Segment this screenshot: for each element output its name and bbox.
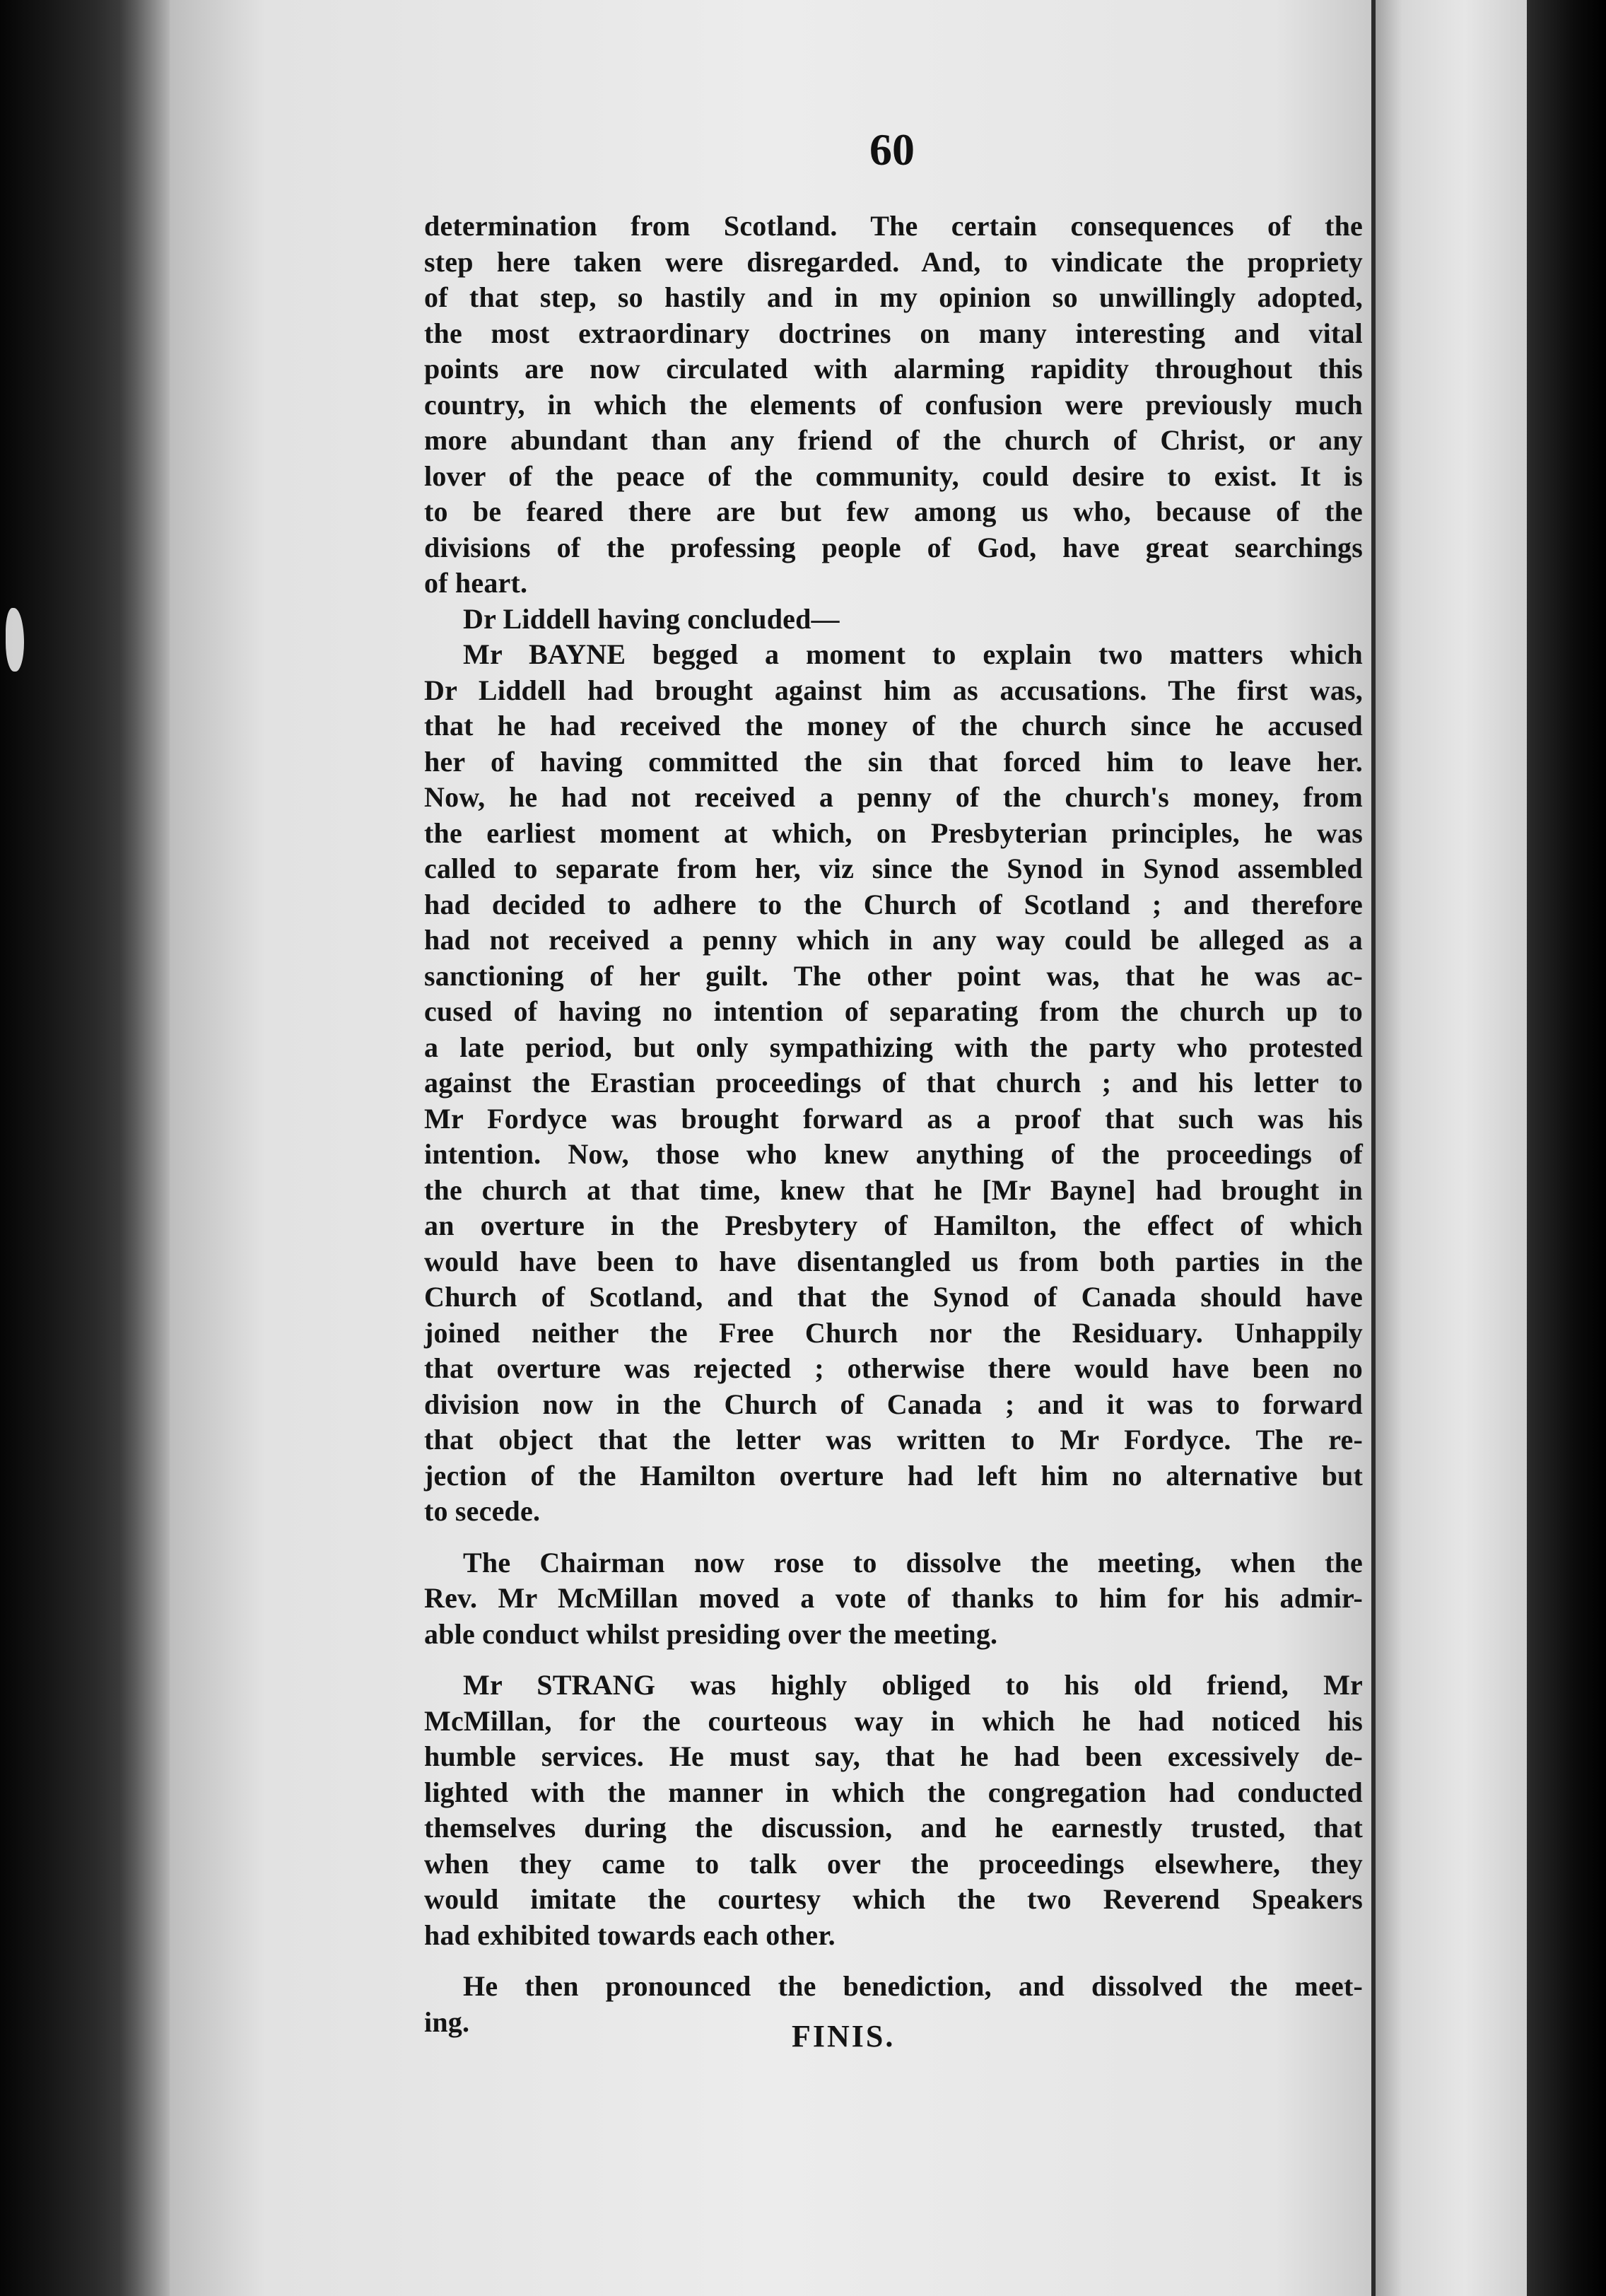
text-line: points are now circulated with alarming rapidity throughout this [424,353,1363,385]
text-line: of heart. [424,567,528,599]
text-line: would imitate the courtesy which the two Reverend Speakers [424,1883,1363,1915]
text-line: Dr Liddell having concluded— [463,602,840,635]
text-line: that object that the letter was written to Mr Fordyce. The re- [424,1424,1363,1456]
page-number: 60 [869,124,915,175]
text-line: cused of having no intention of separating from the church up to [424,995,1363,1027]
text-line: determination from Scotland. The certain consequences of the [424,210,1363,242]
text-line: He then pronounced the benediction, and dissolved the meet- [463,1970,1363,2002]
text-line: to secede. [424,1495,541,1527]
text-line: of that step, so hastily and in my opinion so unwillingly adopted, [424,281,1363,313]
text-line: sanctioning of her guilt. The other point was, that he was ac- [424,959,1363,992]
body-text [424,209,1363,2040]
page-edge-rule [1371,0,1376,2296]
paragraph [424,637,1363,1530]
text-line: called to separate from her, viz since the Synod in Synod assembled [424,853,1363,884]
text-line: Now, he had not received a penny of the church's money, from [424,781,1363,813]
text-line: had exhibited towards each other. [424,1919,836,1951]
text-line: lover of the peace of the community, could desire to exist. It is [424,459,1363,492]
text-line: had not received a penny which in any way could be alleged as a [424,924,1363,956]
text-line: the church at that time, knew that he [Mr Bayne] had brought in [424,1173,1363,1206]
scan-right-border [1527,0,1606,2296]
book-binding-edge [120,0,170,2296]
text-line: themselves during the discussion, and he earnestly trusted, that [424,1812,1363,1844]
text-line: country, in which the elements of confusion were previously much [424,388,1363,421]
text-line: the earliest moment at which, on Presbyterian principles, he was [424,816,1363,849]
text-line: when they came to talk over the proceedings elsewhere, they [424,1847,1363,1880]
paragraph [424,1668,1363,1953]
text-line: an overture in the Presbytery of Hamilton, the effect of which [424,1210,1363,1241]
text-line: Church of Scotland, and that the Synod of Canada should have [424,1281,1363,1313]
text-line: ing. [424,2005,470,2038]
paragraph [424,602,1363,638]
text-line: intention. Now, those who knew anything of the proceedings of [424,1138,1363,1170]
text-line: The Chairman now rose to dissolve the meeting, when the [463,1546,1363,1578]
paragraph [424,1545,1363,1653]
text-line: more abundant than any friend of the church of Christ, or any [424,424,1363,456]
text-line: Mr STRANG was highly obliged to his old friend, Mr [463,1669,1363,1701]
text-line: that overture was rejected ; otherwise there would have been no [424,1352,1363,1384]
right-page-margin [1371,0,1527,2296]
text-line: jection of the Hamilton overture had left him no alternative but [424,1459,1363,1492]
scan-left-border [0,0,120,2296]
text-line: joined neither the Free Church nor the Residuary. Unhappily [424,1316,1363,1349]
text-line: Dr Liddell had brought against him as accusations. The first was, [424,674,1363,706]
closing-finis: FINIS. [792,2019,896,2054]
text-line: able conduct whilst presiding over the meeting. [424,1617,998,1650]
text-line: her of having committed the sin that forced him to leave her. [424,745,1363,778]
text-line: divisions of the professing people of God, have great searchings [424,531,1363,563]
text-line: humble services. He must say, that he had been excessively de- [424,1740,1363,1772]
text-line: Rev. Mr McMillan moved a vote of thanks to him for his admir- [424,1582,1363,1614]
text-line: a late period, but only sympathizing with the party who protested [424,1031,1363,1063]
text-line: had decided to adhere to the Church of Scotland ; and therefore [424,888,1363,920]
text-line: McMillan, for the courteous way in which he had noticed his [424,1704,1363,1737]
text-line: step here taken were disregarded. And, to vindicate the propriety [424,245,1363,278]
text-line: Mr Fordyce was brought forward as a proof that such was his [424,1102,1363,1135]
text-line: would have been to have disentangled us from both parties in the [424,1245,1363,1277]
paragraph [424,209,1363,602]
text-line: Mr BAYNE begged a moment to explain two matters which [463,638,1363,670]
text-line: lighted with the manner in which the congregation had conducted [424,1776,1363,1808]
text-line: the most extraordinary doctrines on many interesting and vital [424,317,1363,349]
text-line: against the Erastian proceedings of that church ; and his letter to [424,1067,1363,1099]
text-line: to be feared there are but few among us who, because of the [424,496,1363,527]
text-line: that he had received the money of the church since he accused [424,710,1363,742]
text-line: division now in the Church of Canada ; and it was to forward [424,1388,1363,1420]
